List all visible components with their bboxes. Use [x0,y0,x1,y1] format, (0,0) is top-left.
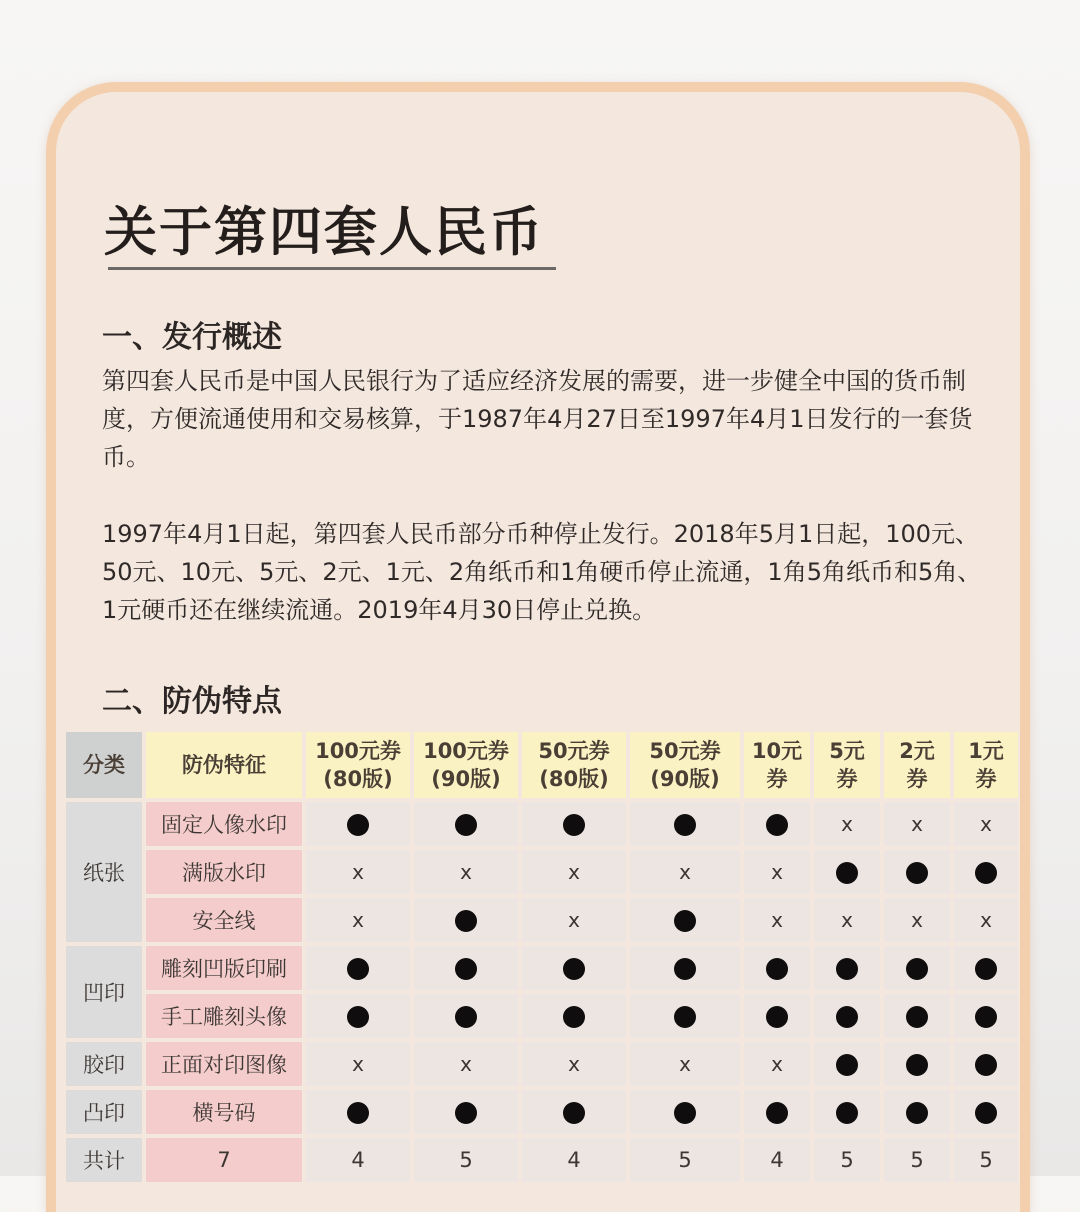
mark-cell [630,946,740,990]
cross-icon: x [460,1052,472,1076]
filled-dot-icon [674,958,696,980]
total-value: 5 [630,1138,740,1182]
feature-cell: 固定人像水印 [146,802,302,846]
mark-cell [954,1042,1018,1086]
filled-dot-icon [906,862,928,884]
mark-cell [814,994,880,1038]
cross-icon: x [771,1052,783,1076]
filled-dot-icon [975,862,997,884]
table-body [66,802,1018,1182]
mark-cell [630,802,740,846]
total-value: 5 [414,1138,518,1182]
cross-icon: x [568,860,580,884]
total-value: 5 [884,1138,950,1182]
issuance-paragraph-1: 第四套人民币是中国人民银行为了适应经济发展的需要，进一步健全中国的货币制度，方便流通使用和交易核算，于1987年4月27日至1997年4月1日发行的一套货币。 [102,367,973,471]
feature-cell: 横号码 [146,1090,302,1134]
header-note-100-80: 100元券 (80版) [306,732,410,798]
mark-cell [522,946,626,990]
mark-cell [884,802,950,846]
category-cell: 凸印 [66,1090,142,1134]
mark-cell [954,898,1018,942]
filled-dot-icon [455,910,477,932]
issuance-paragraph-2: 1997年4月1日起，第四套人民币部分币种停止发行。2018年5月1日起，100元、50元、10元、5元、2元、1元、2角纸币和1角硬币停止流通，1角5角纸币和5角、1元硬币还在继续流通。2019年4月30日停止兑换。 [102,520,982,624]
mark-cell [630,994,740,1038]
cross-icon: x [352,860,364,884]
cross-icon: x [352,1052,364,1076]
filled-dot-icon [906,958,928,980]
total-row [66,1138,1018,1182]
cross-icon: x [568,1052,580,1076]
header-note-1: 1元 券 [954,732,1018,798]
cross-icon: x [679,1052,691,1076]
header-note-5: 5元 券 [814,732,880,798]
filled-dot-icon [766,1006,788,1028]
filled-dot-icon [563,1006,585,1028]
mark-cell [884,850,950,894]
table-row [66,994,1018,1038]
filled-dot-icon [455,814,477,836]
mark-cell [306,802,410,846]
filled-dot-icon [906,1006,928,1028]
header-category: 分类 [66,732,142,798]
header-note-50-90: 50元券 (90版) [630,732,740,798]
mark-cell [522,898,626,942]
feature-cell: 手工雕刻头像 [146,994,302,1038]
mark-cell [522,1090,626,1134]
cross-icon: x [841,908,853,932]
header-note-10: 10元 券 [744,732,810,798]
cross-icon: x [352,908,364,932]
filled-dot-icon [674,814,696,836]
table-row [66,1090,1018,1134]
mark-cell [814,1090,880,1134]
filled-dot-icon [455,1006,477,1028]
mark-cell [744,898,810,942]
filled-dot-icon [836,862,858,884]
total-value: 4 [744,1138,810,1182]
mark-cell [954,946,1018,990]
table-row [66,1042,1018,1086]
mark-cell [814,898,880,942]
filled-dot-icon [674,1006,696,1028]
filled-dot-icon [906,1102,928,1124]
cross-icon: x [460,860,472,884]
header-note-2: 2元 券 [884,732,950,798]
mark-cell [744,994,810,1038]
filled-dot-icon [836,1006,858,1028]
filled-dot-icon [563,814,585,836]
mark-cell [814,1042,880,1086]
category-cell: 胶印 [66,1042,142,1086]
mark-cell [306,1042,410,1086]
feature-cell: 满版水印 [146,850,302,894]
total-value: 4 [306,1138,410,1182]
filled-dot-icon [563,958,585,980]
mark-cell [414,1042,518,1086]
mark-cell [954,802,1018,846]
filled-dot-icon [766,958,788,980]
mark-cell [306,994,410,1038]
mark-cell [306,946,410,990]
cross-icon: x [911,908,923,932]
mark-cell [744,802,810,846]
mark-cell [414,946,518,990]
filled-dot-icon [347,814,369,836]
total-feature-count: 7 [146,1138,302,1182]
cross-icon: x [980,908,992,932]
mark-cell [630,1042,740,1086]
mark-cell [522,994,626,1038]
header-note-50-80: 50元券 (80版) [522,732,626,798]
category-cell: 凹印 [66,946,142,1038]
filled-dot-icon [347,958,369,980]
table-row [66,850,1018,894]
mark-cell [306,850,410,894]
mark-cell [522,850,626,894]
mark-cell [744,1042,810,1086]
total-value: 5 [814,1138,880,1182]
filled-dot-icon [674,910,696,932]
filled-dot-icon [766,1102,788,1124]
mark-cell [414,850,518,894]
mark-cell [414,1090,518,1134]
cross-icon: x [771,860,783,884]
cross-icon: x [980,812,992,836]
section-heading-anticounterfeit: 二、防伪特点 [102,684,282,719]
table-row [66,946,1018,990]
mark-cell [306,1090,410,1134]
mark-cell [522,802,626,846]
table-row [66,898,1018,942]
mark-cell [884,1042,950,1086]
table-header-row [66,732,1018,798]
header-feature: 防伪特征 [146,732,302,798]
mark-cell [522,1042,626,1086]
mark-cell [630,898,740,942]
anticounterfeit-table [62,728,1022,1186]
mark-cell [814,850,880,894]
table-row [66,802,1018,846]
filled-dot-icon [455,1102,477,1124]
cross-icon: x [679,860,691,884]
mark-cell [306,898,410,942]
mark-cell [954,1090,1018,1134]
mark-cell [884,946,950,990]
filled-dot-icon [347,1006,369,1028]
cross-icon: x [841,812,853,836]
page-title: 关于第四套人民币 [104,202,544,263]
mark-cell [884,1090,950,1134]
feature-cell: 雕刻凹版印刷 [146,946,302,990]
mark-cell [884,898,950,942]
mark-cell [414,994,518,1038]
mark-cell [814,802,880,846]
mark-cell [954,994,1018,1038]
mark-cell [414,898,518,942]
filled-dot-icon [674,1102,696,1124]
filled-dot-icon [906,1054,928,1076]
mark-cell [814,946,880,990]
cross-icon: x [771,908,783,932]
mark-cell [884,994,950,1038]
total-value: 4 [522,1138,626,1182]
mark-cell [744,850,810,894]
section-heading-issuance: 一、发行概述 [102,320,282,355]
filled-dot-icon [836,958,858,980]
filled-dot-icon [455,958,477,980]
filled-dot-icon [563,1102,585,1124]
filled-dot-icon [836,1102,858,1124]
mark-cell [744,1090,810,1134]
total-label: 共计 [66,1138,142,1182]
header-note-100-90: 100元券 (90版) [414,732,518,798]
mark-cell [630,850,740,894]
mark-cell [630,1090,740,1134]
filled-dot-icon [975,1102,997,1124]
cross-icon: x [911,812,923,836]
total-value: 5 [954,1138,1018,1182]
cross-icon: x [568,908,580,932]
filled-dot-icon [975,1054,997,1076]
mark-cell [744,946,810,990]
filled-dot-icon [766,814,788,836]
mark-cell [954,850,1018,894]
filled-dot-icon [975,1006,997,1028]
mark-cell [414,802,518,846]
filled-dot-icon [836,1054,858,1076]
feature-cell: 正面对印图像 [146,1042,302,1086]
category-cell: 纸张 [66,802,142,942]
title-underline [108,267,556,270]
feature-cell: 安全线 [146,898,302,942]
filled-dot-icon [975,958,997,980]
filled-dot-icon [347,1102,369,1124]
